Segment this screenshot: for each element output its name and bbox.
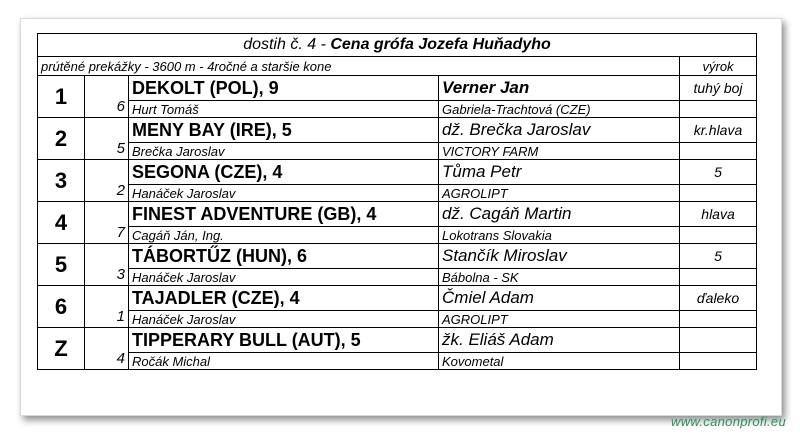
verdict-header: výrok bbox=[680, 57, 757, 76]
trainer-name: Cagáň Ján, Ing. bbox=[129, 227, 439, 244]
watermark: www.canonprofi.eu bbox=[671, 414, 786, 429]
horse-number: 1 bbox=[85, 286, 129, 328]
empty-cell bbox=[680, 311, 757, 328]
owner-name: Gabriela-Trachtová (CZE) bbox=[439, 101, 680, 118]
rider-name: žk. Eliáš Adam bbox=[439, 328, 680, 353]
result-verdict: ďaleko bbox=[680, 286, 757, 311]
result-verdict: tuhý boj bbox=[680, 76, 757, 101]
owner-name: Kovometal bbox=[439, 353, 680, 370]
trainer-name: Hanáček Jaroslav bbox=[129, 269, 439, 286]
results-card bbox=[20, 18, 782, 416]
entry-row bbox=[38, 202, 757, 227]
rider-name: dž. Brečka Jaroslav bbox=[439, 118, 680, 143]
empty-cell bbox=[680, 353, 757, 370]
empty-cell bbox=[680, 185, 757, 202]
horse-number: 3 bbox=[85, 244, 129, 286]
finish-place: 4 bbox=[38, 202, 85, 244]
entry-subrow bbox=[38, 269, 757, 286]
entry-row bbox=[38, 76, 757, 101]
empty-cell bbox=[680, 143, 757, 160]
finish-place: 1 bbox=[38, 76, 85, 118]
horse-name: MENY BAY (IRE), 5 bbox=[129, 118, 439, 143]
horse-number: 5 bbox=[85, 118, 129, 160]
finish-place: 2 bbox=[38, 118, 85, 160]
rider-name: Verner Jan bbox=[439, 76, 680, 101]
horse-number: 4 bbox=[85, 328, 129, 370]
trainer-name: Hanáček Jaroslav bbox=[129, 185, 439, 202]
horse-name: TIPPERARY BULL (AUT), 5 bbox=[129, 328, 439, 353]
rider-name: Stančík Miroslav bbox=[439, 244, 680, 269]
result-verdict: 5 bbox=[680, 160, 757, 185]
horse-name: SEGONA (CZE), 4 bbox=[129, 160, 439, 185]
trainer-name: Ročák Michal bbox=[129, 353, 439, 370]
owner-name: VICTORY FARM bbox=[439, 143, 680, 160]
horse-name: TÁBORTŰZ (HUN), 6 bbox=[129, 244, 439, 269]
finish-place: 5 bbox=[38, 244, 85, 286]
race-title-row bbox=[38, 34, 757, 57]
empty-cell bbox=[680, 227, 757, 244]
entry-subrow bbox=[38, 311, 757, 328]
trainer-name: Hanáček Jaroslav bbox=[129, 311, 439, 328]
rider-name: Tůma Petr bbox=[439, 160, 680, 185]
trainer-name: Brečka Jaroslav bbox=[129, 143, 439, 160]
entry-subrow bbox=[38, 185, 757, 202]
empty-cell bbox=[680, 269, 757, 286]
owner-name: Bábolna - SK bbox=[439, 269, 680, 286]
entry-row bbox=[38, 244, 757, 269]
entry-subrow bbox=[38, 227, 757, 244]
entry-row bbox=[38, 160, 757, 185]
race-name: Cena grófa Jozefa Huňadyho bbox=[330, 36, 551, 53]
result-verdict bbox=[680, 328, 757, 353]
finish-place: Z bbox=[38, 328, 85, 370]
entry-subrow bbox=[38, 353, 757, 370]
horse-name: DEKOLT (POL), 9 bbox=[129, 76, 439, 101]
entry-row bbox=[38, 286, 757, 311]
horse-number: 7 bbox=[85, 202, 129, 244]
owner-name: Lokotrans Slovakia bbox=[439, 227, 680, 244]
rider-name: dž. Cagáň Martin bbox=[439, 202, 680, 227]
rider-name: Čmiel Adam bbox=[439, 286, 680, 311]
result-verdict: 5 bbox=[680, 244, 757, 269]
result-verdict: hlava bbox=[680, 202, 757, 227]
entry-subrow bbox=[38, 101, 757, 118]
race-title bbox=[38, 34, 757, 57]
finish-place: 6 bbox=[38, 286, 85, 328]
horse-number: 6 bbox=[85, 76, 129, 118]
owner-name: AGROLIPT bbox=[439, 311, 680, 328]
race-conditions: prútěné prekážky - 3600 m - 4ročné a staršie kone bbox=[38, 57, 680, 76]
horse-number: 2 bbox=[85, 160, 129, 202]
trainer-name: Hurt Tomáš bbox=[129, 101, 439, 118]
finish-place: 3 bbox=[38, 160, 85, 202]
empty-cell bbox=[680, 101, 757, 118]
race-number: dostih č. 4 - bbox=[243, 36, 331, 53]
entry-row bbox=[38, 118, 757, 143]
horse-name: TAJADLER (CZE), 4 bbox=[129, 286, 439, 311]
horse-name: FINEST ADVENTURE (GB), 4 bbox=[129, 202, 439, 227]
result-verdict: kr.hlava bbox=[680, 118, 757, 143]
entry-row bbox=[38, 328, 757, 353]
race-results-table bbox=[37, 33, 757, 370]
owner-name: AGROLIPT bbox=[439, 185, 680, 202]
entry-subrow bbox=[38, 143, 757, 160]
race-conditions-row bbox=[38, 57, 757, 76]
